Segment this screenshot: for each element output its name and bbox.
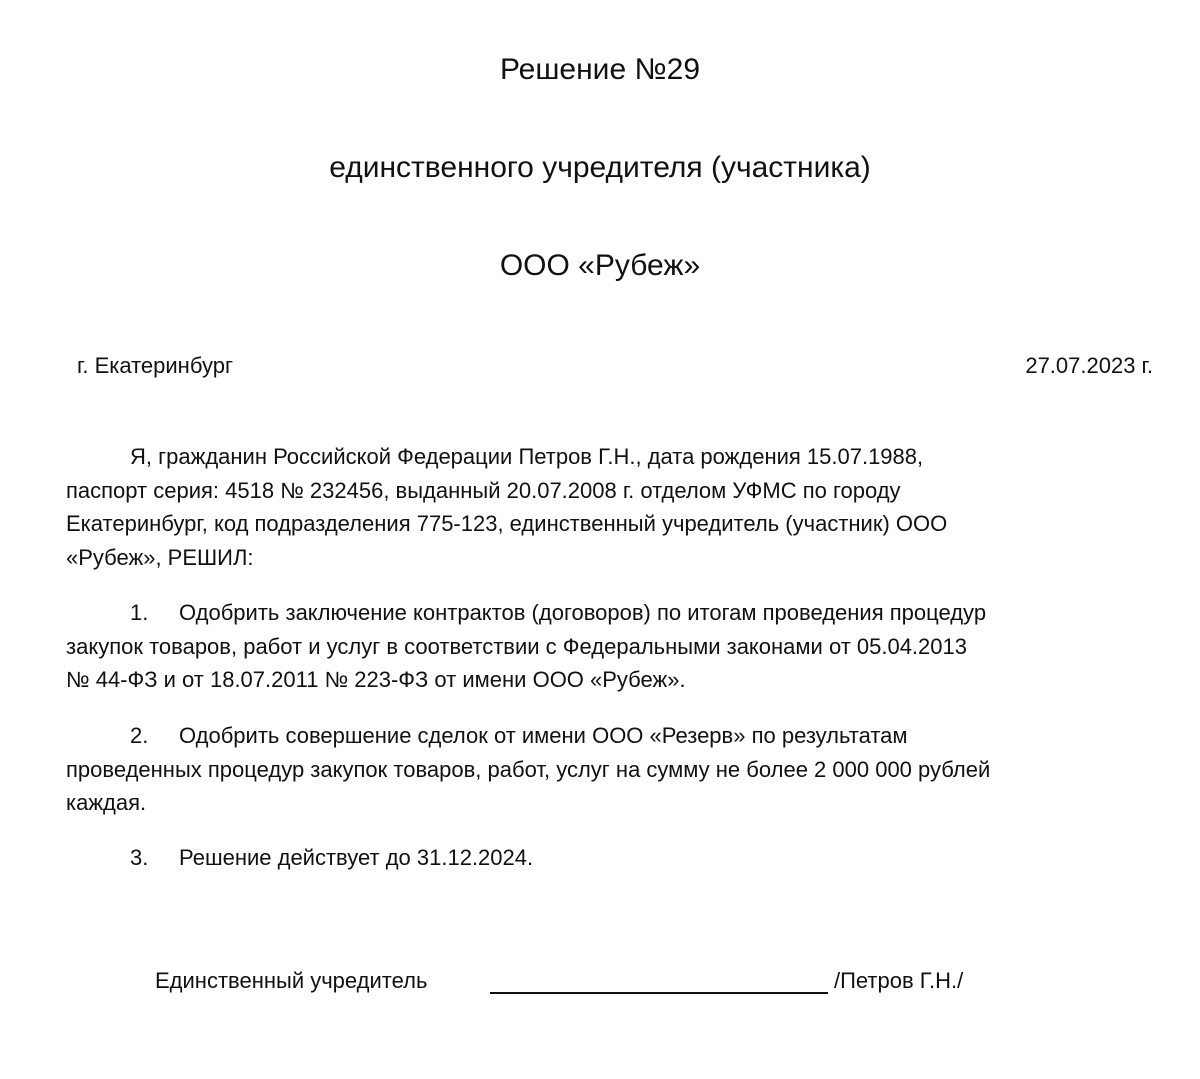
signature-name: /Петров Г.Н./ bbox=[834, 968, 964, 993]
intro-line: Екатеринбург, код подразделения 775-123, единственный учредитель (участник) ООО bbox=[66, 511, 948, 536]
item-number: 3. bbox=[130, 845, 149, 870]
intro-line: «Рубеж», РЕШИЛ: bbox=[66, 544, 254, 570]
signature-label: Единственный учредитель bbox=[155, 968, 428, 993]
document-city: г. Екатеринбург bbox=[77, 353, 233, 378]
document-date: 27.07.2023 г. bbox=[1025, 353, 1153, 378]
intro-paragraph bbox=[66, 440, 1146, 574]
decision-item-2 bbox=[66, 719, 1146, 820]
item-line: каждая. bbox=[66, 790, 147, 815]
document-title: Решение №29 bbox=[499, 53, 701, 86]
company-name: ООО «Рубеж» bbox=[499, 249, 701, 282]
decision-item-1 bbox=[66, 596, 1146, 697]
item-line: закупок товаров, работ и услуг в соответствии с Федеральными законами от 05.04.2013 bbox=[66, 633, 967, 659]
item-line: Одобрить совершение сделок от имени ООО «Резерв» по результатам bbox=[179, 723, 908, 748]
intro-line: Я, гражданин Российской Федерации Петров Г.Н., дата рождения 15.07.1988, bbox=[130, 444, 924, 469]
document-subtitle: единственного учредителя (участника) bbox=[329, 151, 871, 184]
item-line: Решение действует до 31.12.2024. bbox=[179, 845, 534, 870]
item-number: 2. bbox=[130, 723, 149, 748]
item-line: Одобрить заключение контрактов (договоров) по итогам проведения процедур bbox=[179, 600, 987, 625]
item-line: проведенных процедур закупок товаров, работ, услуг на сумму не более 2 000 000 рублей bbox=[66, 756, 991, 782]
item-number: 1. bbox=[130, 600, 149, 625]
intro-line: паспорт серия: 4518 № 232456, выданный 20.07.2008 г. отделом УФМС по городу bbox=[66, 477, 901, 503]
decision-item-3 bbox=[66, 841, 1146, 875]
signature-line bbox=[490, 992, 828, 994]
item-line: № 44-ФЗ и от 18.07.2011 № 223-ФЗ от имени ООО «Рубеж». bbox=[66, 667, 686, 692]
